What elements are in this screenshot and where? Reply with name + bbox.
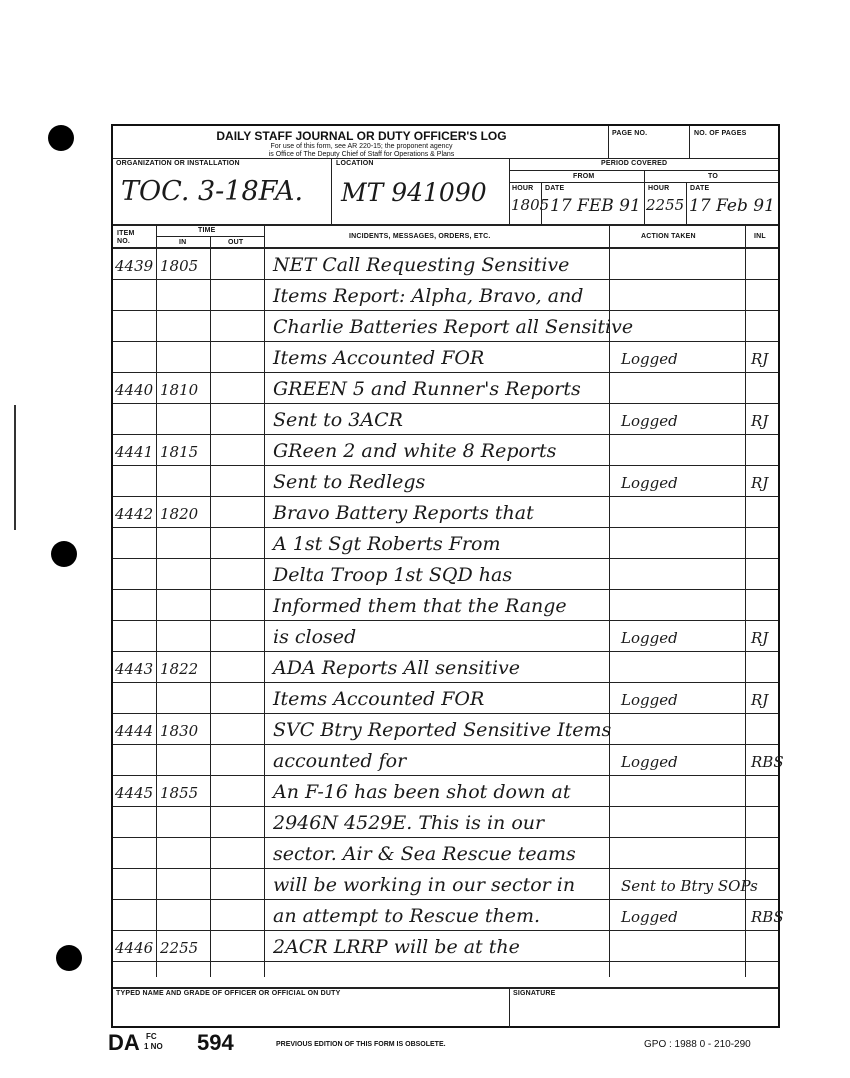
from-date-label: DATE	[545, 185, 565, 192]
from-hour-label: HOUR	[512, 185, 534, 192]
table-row	[113, 838, 778, 869]
row-incident-text: GReen 2 and white 8 Reports	[273, 440, 557, 462]
table-row	[113, 807, 778, 838]
table-row	[113, 466, 778, 497]
row-incident-text: Items Report: Alpha, Bravo, and	[273, 285, 584, 307]
to-date-label: DATE	[690, 185, 710, 192]
item-no-label: ITEM NO.	[117, 230, 135, 245]
time-label: TIME	[198, 227, 216, 234]
row-initials: RBS	[751, 753, 784, 771]
row-initials: RJ	[751, 474, 769, 492]
row-incident-text: SVC Btry Reported Sensitive Items	[273, 719, 612, 741]
row-action-taken: Logged	[621, 908, 678, 926]
form-id: DA	[108, 1030, 140, 1055]
form-title-block	[113, 129, 610, 159]
row-initials: RJ	[751, 629, 769, 647]
table-row	[113, 714, 778, 745]
row-incident-text: Items Accounted FOR	[273, 347, 485, 369]
row-incident-text: Sent to Redlegs	[273, 471, 426, 493]
table-row	[113, 931, 778, 962]
row-incident-text: NET Call Requesting Sensitive	[273, 254, 570, 276]
row-incident-text: 2ACR LRRP will be at the	[273, 936, 520, 958]
table-row	[113, 404, 778, 435]
time-in-label: IN	[179, 239, 187, 246]
table-row	[113, 745, 784, 776]
row-time-in: 1822	[160, 660, 199, 678]
row-incident-text: Informed them that the Range	[273, 595, 567, 617]
to-label: TO	[708, 173, 718, 180]
row-incident-text: GREEN 5 and Runner's Reports	[273, 378, 581, 400]
from-hour-value: 1805	[511, 196, 550, 214]
location-value: MT 941090	[341, 178, 487, 207]
table-row	[113, 869, 778, 900]
row-time-in: 1805	[160, 257, 199, 275]
from-label: FROM	[573, 173, 595, 180]
inl-label: INL	[754, 233, 766, 240]
row-item-no: 4443	[115, 660, 154, 678]
time-out-label: OUT	[228, 239, 244, 246]
row-initials: RBS	[751, 908, 784, 926]
row-incident-text: Sent to 3ACR	[273, 409, 403, 431]
row-action-taken: Logged	[621, 629, 678, 647]
row-item-no: 4439	[115, 257, 154, 275]
incidents-label: INCIDENTS, MESSAGES, ORDERS, ETC.	[349, 233, 491, 240]
table-row	[113, 435, 778, 466]
row-initials: RJ	[751, 412, 769, 430]
row-time-in: 1830	[160, 722, 199, 740]
row-incident-text: Bravo Battery Reports that	[273, 502, 534, 524]
to-date-value: 17 Feb 91	[689, 196, 775, 216]
table-row	[113, 342, 778, 373]
row-action-taken: Logged	[621, 350, 678, 368]
table-row	[113, 528, 778, 559]
table-row	[113, 373, 778, 404]
table-row	[113, 311, 778, 342]
row-action-taken: Logged	[621, 753, 678, 771]
table-row	[113, 590, 778, 621]
typed-name-label: TYPED NAME AND GRADE OF OFFICER OR OFFICIAL ON DUTY	[116, 990, 341, 997]
gpo-number: GPO : 1988 0 - 210-290	[644, 1039, 751, 1050]
journal-form	[111, 124, 784, 1028]
row-incident-text: Delta Troop 1st SQD has	[273, 564, 513, 586]
table-row	[113, 683, 778, 714]
table-row	[113, 559, 778, 590]
scan-margin-line	[14, 405, 16, 530]
row-incident-text: is closed	[273, 626, 357, 648]
table-row	[113, 776, 778, 807]
org-label: ORGANIZATION OR INSTALLATION	[116, 160, 240, 167]
table-row	[113, 249, 778, 280]
row-incident-text: 2946N 4529E. This is in our	[273, 812, 545, 834]
row-item-no: 4445	[115, 784, 154, 802]
row-item-no: 4446	[115, 939, 154, 957]
signature-label: SIGNATURE	[513, 990, 556, 997]
row-action-taken: Sent to Btry SOPs	[621, 877, 758, 895]
punch-hole-bottom	[56, 945, 82, 971]
to-hour-label: HOUR	[648, 185, 670, 192]
row-action-taken: Logged	[621, 412, 678, 430]
row-action-taken: Logged	[621, 474, 678, 492]
row-initials: RJ	[751, 691, 769, 709]
no-of-pages-label: NO. OF PAGES	[694, 130, 747, 137]
location-label: LOCATION	[336, 160, 374, 167]
form-id-sub1: FC	[146, 1032, 157, 1041]
row-incident-text: Items Accounted FOR	[273, 688, 485, 710]
table-row	[113, 497, 778, 528]
row-time-in: 1815	[160, 443, 199, 461]
row-initials: RJ	[751, 350, 769, 368]
row-time-in: 2255	[160, 939, 199, 957]
to-hour-value: 2255	[646, 196, 685, 214]
row-incident-text: an attempt to Rescue them.	[273, 905, 541, 927]
form-id-sub2: 1 NO	[144, 1042, 163, 1051]
organization-value: TOC. 3-18FA.	[121, 176, 304, 207]
table-row	[113, 652, 778, 683]
row-time-in: 1810	[160, 381, 199, 399]
row-time-in: 1855	[160, 784, 199, 802]
action-taken-label: ACTION TAKEN	[641, 233, 696, 240]
row-item-no: 4441	[115, 443, 154, 461]
page-no-label: PAGE NO.	[612, 130, 648, 137]
table-row	[113, 621, 778, 652]
period-label: PERIOD COVERED	[601, 160, 668, 167]
table-row	[113, 280, 778, 311]
from-date-value: 17 FEB 91	[550, 196, 641, 216]
form-number: 594	[197, 1030, 234, 1055]
row-action-taken: Logged	[621, 691, 678, 709]
row-incident-text: will be working in our sector in	[273, 874, 576, 896]
row-incident-text: accounted for	[273, 750, 407, 772]
row-incident-text: A 1st Sgt Roberts From	[273, 533, 501, 555]
row-item-no: 4444	[115, 722, 154, 740]
row-item-no: 4442	[115, 505, 154, 523]
punch-hole-top	[48, 125, 74, 151]
row-incident-text: ADA Reports All sensitive	[273, 657, 521, 679]
form-subtitle-2: is Office of The Deputy Chief of Staff for Operations & Plans	[268, 151, 455, 158]
row-incident-text: Charlie Batteries Report all Sensitive	[273, 316, 634, 338]
row-incident-text: An F-16 has been shot down at	[273, 781, 571, 803]
row-incident-text: sector. Air & Sea Rescue teams	[273, 843, 576, 865]
row-item-no: 4440	[115, 381, 154, 399]
form-title: DAILY STAFF JOURNAL OR DUTY OFFICER'S LOG	[216, 129, 507, 143]
previous-edition-note: PREVIOUS EDITION OF THIS FORM IS OBSOLETE.	[276, 1041, 446, 1048]
punch-hole-middle	[51, 541, 77, 567]
row-time-in: 1820	[160, 505, 199, 523]
form-subtitle-1: For use of this form, see AR 220-15; the proponent agency	[270, 143, 453, 150]
table-row	[113, 900, 784, 931]
